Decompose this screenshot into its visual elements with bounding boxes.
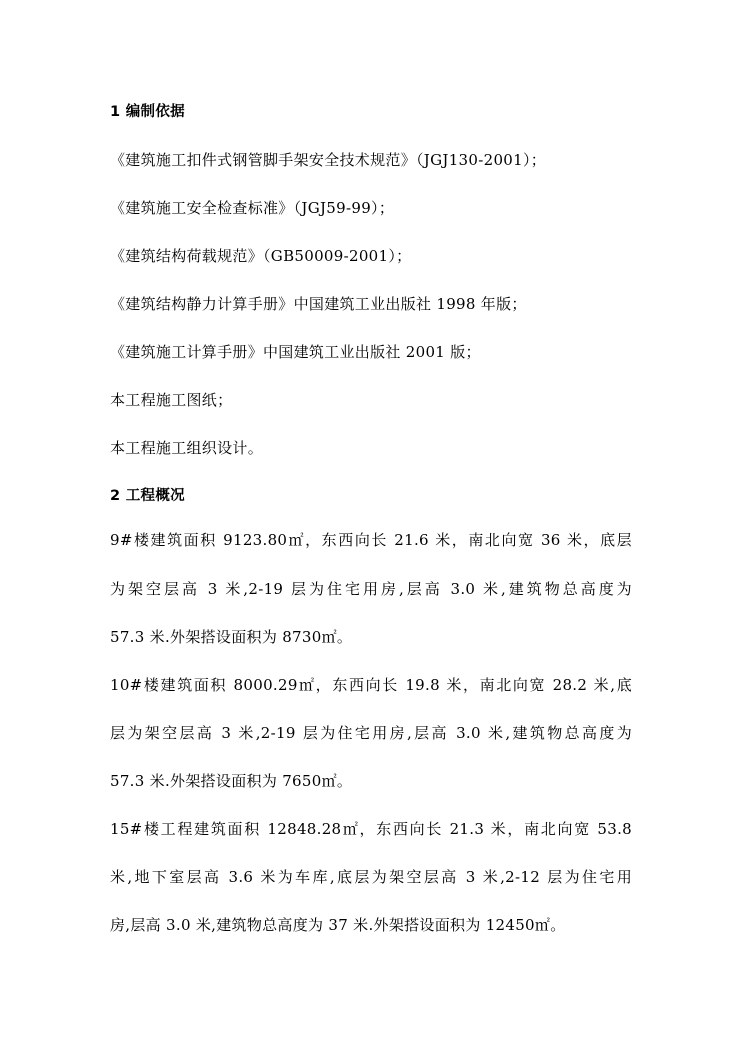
reference-item-1: 《建筑施工扣件式钢管脚手架安全技术规范》（JGJ130-2001）； (110, 151, 547, 169)
building-9-line-1: 9#楼建筑面积 9123.80㎡，东西向长 21.6 米，南北向宽 36 米，底层 (110, 531, 632, 549)
section-2-heading: 2 工程概况 (110, 488, 185, 504)
reference-item-7: 本工程施工组织设计。 (110, 439, 264, 457)
reference-item-6: 本工程施工图纸； (110, 391, 233, 409)
building-10-line-2: 层为架空层高 3 米,2-19 层为住宅用房,层高 3.0 米,建筑物总高度为 (110, 724, 632, 742)
building-9-line-2: 为架空层高 3 米,2-19 层为住宅用房,层高 3.0 米,建筑物总高度为 (110, 580, 632, 598)
reference-item-4: 《建筑结构静力计算手册》中国建筑工业出版社 1998 年版； (110, 295, 527, 313)
building-15-line-2: 米,地下室层高 3.6 米为车库,底层为架空层高 3 米,2-12 层为住宅用 (110, 868, 632, 886)
building-9-line-3: 57.3 米.外架搭设面积为 8730㎡。 (110, 628, 353, 646)
reference-item-2: 《建筑施工安全检查标准》（JGJ59-99）； (110, 199, 395, 217)
section-1-heading: 1 编制依据 (110, 104, 185, 120)
building-10-line-1: 10#楼建筑面积 8000.29㎡，东西向长 19.8 米，南北向宽 28.2 米,底 (110, 676, 632, 694)
building-10-line-3: 57.3 米.外架搭设面积为 7650㎡。 (110, 772, 353, 790)
building-15-line-1: 15#楼工程建筑面积 12848.28㎡，东西向长 21.3 米，南北向宽 53.8 (110, 820, 632, 838)
reference-item-5: 《建筑施工计算手册》中国建筑工业出版社 2001 版； (110, 343, 481, 361)
building-15-line-3: 房,层高 3.0 米,建筑物总高度为 37 米.外架搭设面积为 12450㎡。 (110, 916, 566, 934)
reference-item-3: 《建筑结构荷载规范》（GB50009-2001）； (110, 247, 412, 265)
